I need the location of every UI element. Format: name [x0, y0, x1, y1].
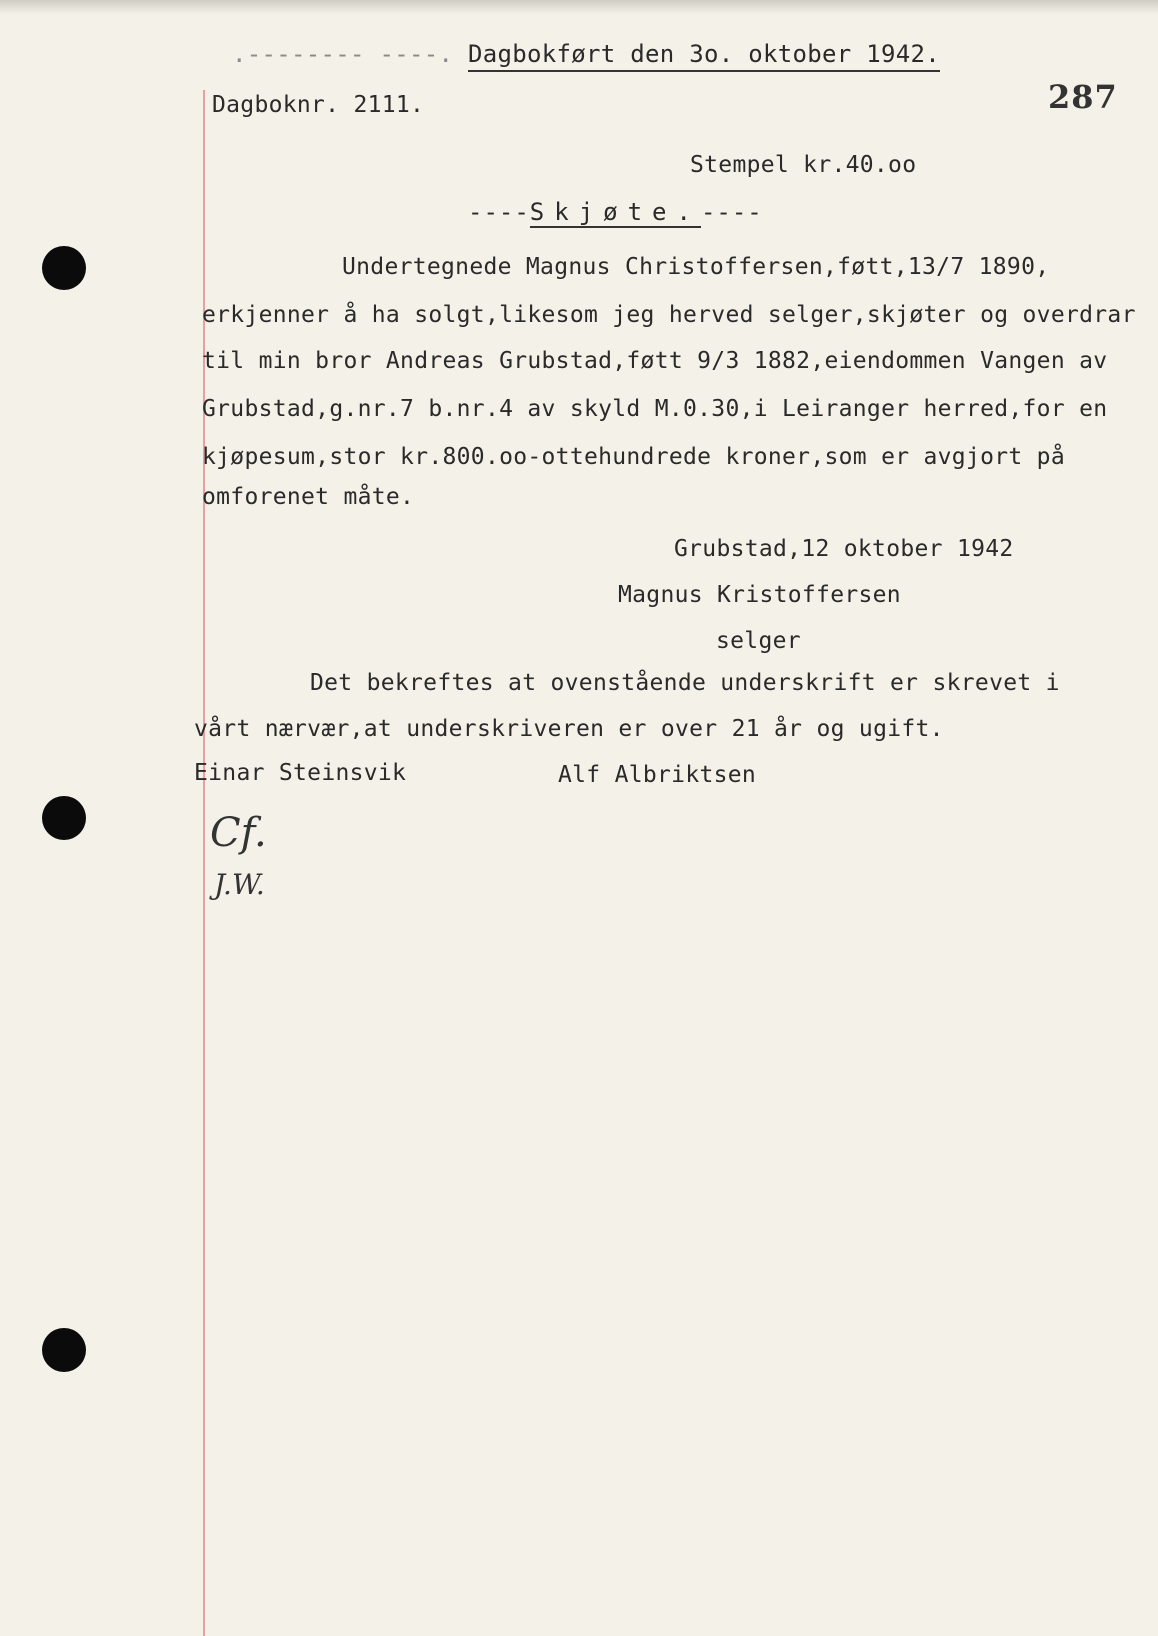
top-shadow — [0, 0, 1158, 14]
seller-role: selger — [716, 628, 801, 654]
body-line: Undertegnede Magnus Christoffersen,føtt,13/7 1890, — [342, 254, 1050, 280]
document-title — [468, 198, 763, 226]
body-line: omforenet måte. — [202, 484, 415, 510]
registration-header — [232, 40, 940, 68]
handwritten-initial: Cf. — [210, 810, 267, 856]
title-text: Skjøte. — [529, 198, 701, 226]
header-dashes: .-------- ----. — [232, 40, 454, 68]
body-line: erkjenner å ha solgt,likesom jeg herved selger,skjøter og overdrar — [202, 302, 1136, 328]
attest-line: Det bekreftes at ovenstående underskrift er skrevet i — [310, 670, 1060, 696]
page-number: 287 — [1048, 78, 1118, 116]
punch-hole-top — [42, 246, 86, 290]
body-line: Grubstad,g.nr.7 b.nr.4 av skyld M.0.30,i Leiranger herred,for en — [202, 396, 1108, 422]
handwritten-initial: J.W. — [214, 868, 265, 901]
witness-name: Einar Steinsvik — [194, 760, 407, 786]
witness-name: Alf Albriktsen — [558, 762, 757, 788]
journal-number: Dagboknr. 2111. — [212, 92, 425, 118]
punch-hole-bottom — [42, 1328, 86, 1372]
punch-hole-middle — [42, 796, 86, 840]
body-line: kjøpesum,stor kr.800.oo-ottehundrede kroner,som er avgjort på — [202, 444, 1065, 470]
place-date: Grubstad,12 oktober 1942 — [674, 536, 1014, 562]
body-line: til min bror Andreas Grubstad,føtt 9/3 1882,eiendommen Vangen av — [202, 348, 1108, 374]
seller-name: Magnus Kristoffersen — [618, 582, 901, 608]
stamp-duty: Stempel kr.40.oo — [690, 152, 917, 178]
attest-line: vårt nærvær,at underskriveren er over 21 år og ugift. — [194, 716, 944, 742]
title-dashes-left: ---- — [468, 198, 530, 226]
title-dashes-right: ---- — [700, 198, 763, 226]
header-text: Dagbokført den 3o. oktober 1942. — [468, 40, 940, 72]
